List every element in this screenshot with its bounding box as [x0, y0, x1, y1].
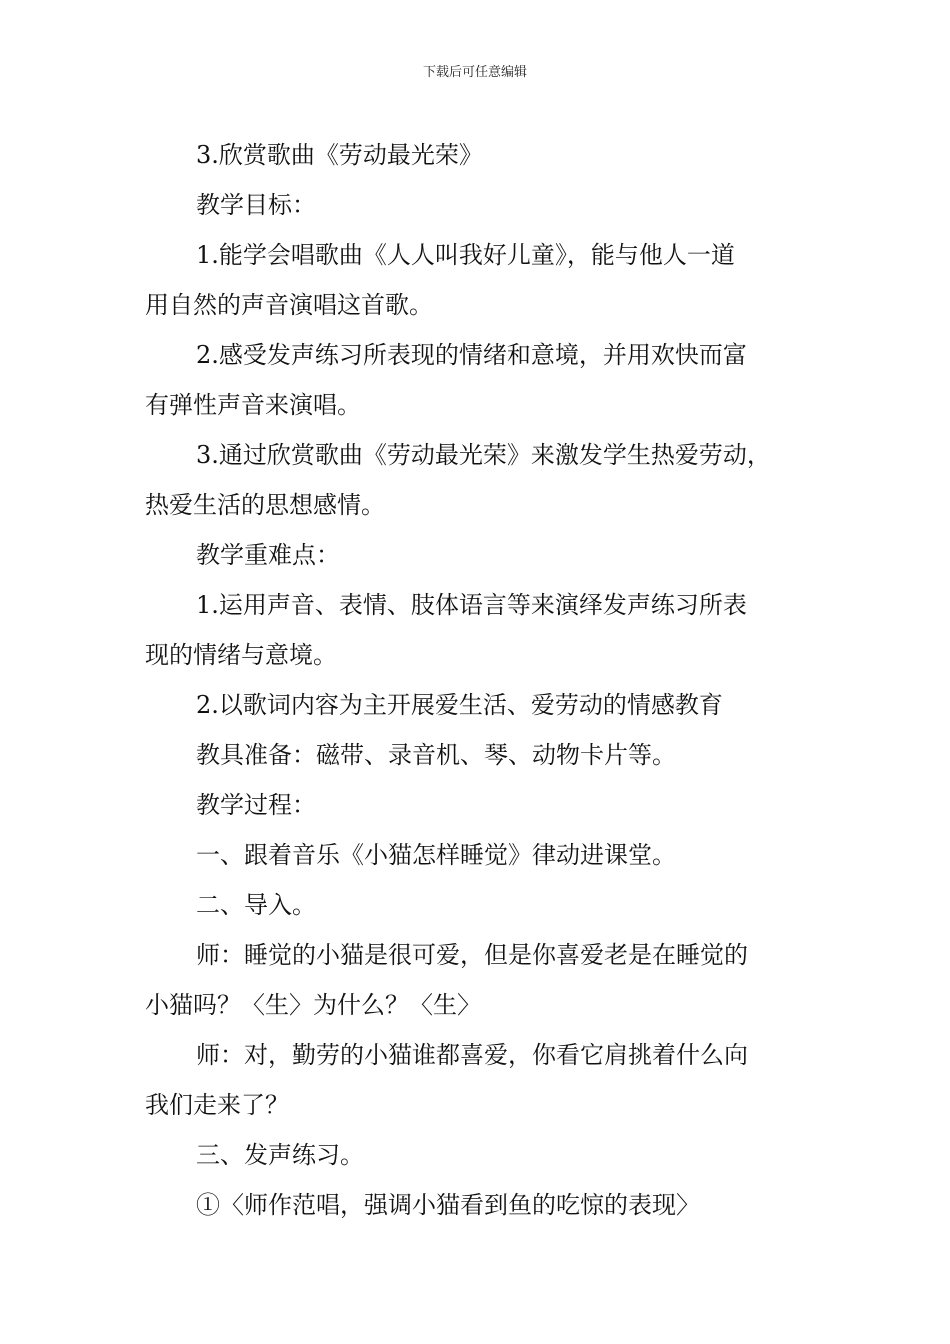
text-line: ①〈师作范唱，强调小猫看到鱼的吃惊的表现〉	[196, 1191, 700, 1219]
text-line: 教学重难点：	[196, 541, 340, 569]
text-line: 师：睡觉的小猫是很可爱，但是你喜爱老是在睡觉的	[196, 941, 748, 969]
page-header: 下载后可任意编辑	[422, 65, 527, 80]
text-line: 二、导入。	[196, 891, 316, 919]
text-line: 教具准备：磁带、录音机、琴、动物卡片等。	[196, 741, 676, 769]
text-line: 有弹性声音来演唱。	[145, 391, 361, 419]
text-line: 1.运用声音、表情、肢体语言等来演绎发声练习所表	[196, 591, 747, 619]
text-line: 2.以歌词内容为主开展爱生活、爱劳动的情感教育	[196, 691, 723, 719]
text-line: 小猫吗？〈生〉为什么？〈生〉	[145, 991, 481, 1019]
text-line: 用自然的声音演唱这首歌。	[145, 291, 433, 319]
text-line: 3.欣赏歌曲《劳动最光荣》	[196, 141, 483, 169]
text-line: 3.通过欣赏歌曲《劳动最光荣》来激发学生热爱劳动，	[196, 441, 771, 469]
text-line: 热爱生活的思想感情。	[145, 491, 385, 519]
text-line: 现的情绪与意境。	[145, 641, 337, 669]
text-line: 师：对，勤劳的小猫谁都喜爱，你看它肩挑着什么向	[196, 1041, 748, 1069]
text-line: 1.能学会唱歌曲《人人叫我好儿童》，能与他人一道	[196, 241, 735, 269]
document-body	[145, 130, 825, 1230]
text-line: 教学过程：	[196, 791, 316, 819]
text-line: 教学目标：	[196, 191, 316, 219]
text-line: 我们走来了？	[145, 1091, 289, 1119]
text-line: 一、跟着音乐《小猫怎样睡觉》律动进课堂。	[196, 841, 676, 869]
text-line: 2.感受发声练习所表现的情绪和意境，并用欢快而富	[196, 341, 747, 369]
text-line: 三、发声练习。	[196, 1141, 364, 1169]
